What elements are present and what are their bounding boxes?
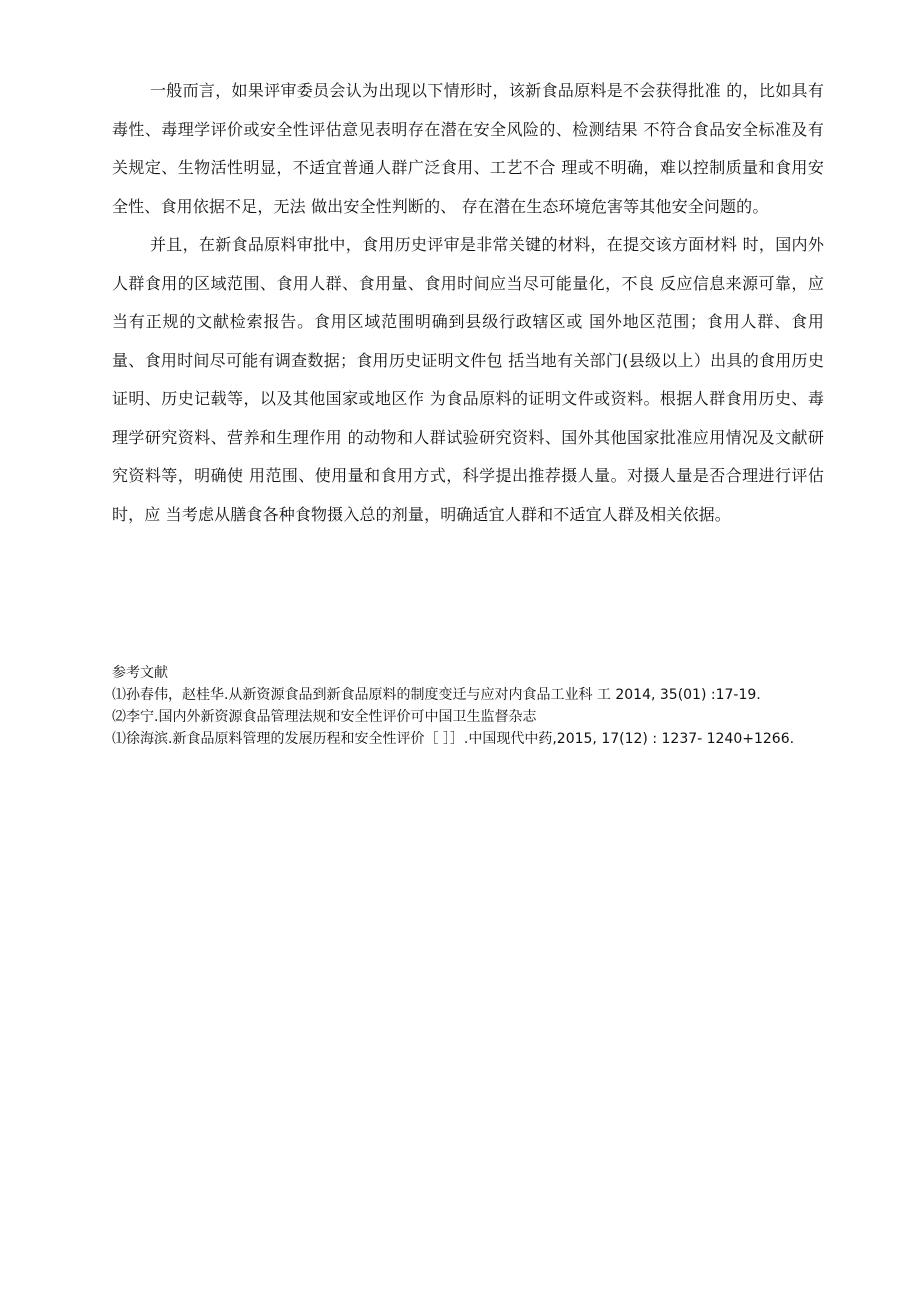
references-title: 参考文献	[112, 665, 168, 681]
paragraph-consumption-history: 并且，在新食品原料审批中，食用历史评审是非常关键的材料，在提交该方面材料 时，国内外人群食用的区域范围、食用人群、食用量、食用时间应当尽可能量化，不良 反应信息来源可靠，应当有正规的文献检索报告。食用区域范围明确到县级行政辖区或 国外地区范围；食用人群、食用量、食用时间尽可能有调查数据；食用历史证明文件包 括当地有关部门(县级以上）出具的食用历史证明、历史记载等，以及其他国家或地区作 为食品原料的证明文件或资料。根据人群食用历史、毒理学研究资料、营养和生理作用 的动物和人群试验研究资料、国外其他国家批准应用情况及文献研究资料等，明确使 用范围、使用量和食用方式，科学提出推荐摄人量。对摄人量是否合理进行评估时，应 当考虑从膳食各种食物摄入总的剂量，明确适宜人群和不适宜人群及相关依据。	[112, 235, 824, 524]
reference-item: ⑵李宁.国内外新资源食品管理法规和安全性评价可中国卫生监督杂志	[112, 709, 537, 725]
body-text	[112, 72, 824, 534]
paragraph-approval-criteria: 一般而言，如果评审委员会认为出现以下情形时，该新食品原料是不会获得批准 的，比如具有毒性、毒理学评价或安全性评估意见表明存在潜在安全风险的、检测结果 不符合食品安全标准及有关规定、生物活性明显，不适宜普通人群广泛食用、工艺不合 理或不明确，难以控制质量和食用安全性、食用依据不足，无法 做出安全性判断的、 存在潜在生态环境危害等其他安全问题的。	[112, 81, 824, 216]
reference-item: ⑴孙春伟，赵桂华.从新资源食品到新食品原料的制度变迁与应对内食品工业科 工 2014, 35(01) :17-19.	[112, 687, 761, 703]
reference-item: ⑴徐海滨.新食品原料管理的发展历程和安全性评价［ ］］.中国现代中药,2015, 17(12) : 1237- 1240+1266.	[112, 731, 795, 747]
references-section	[112, 662, 812, 750]
